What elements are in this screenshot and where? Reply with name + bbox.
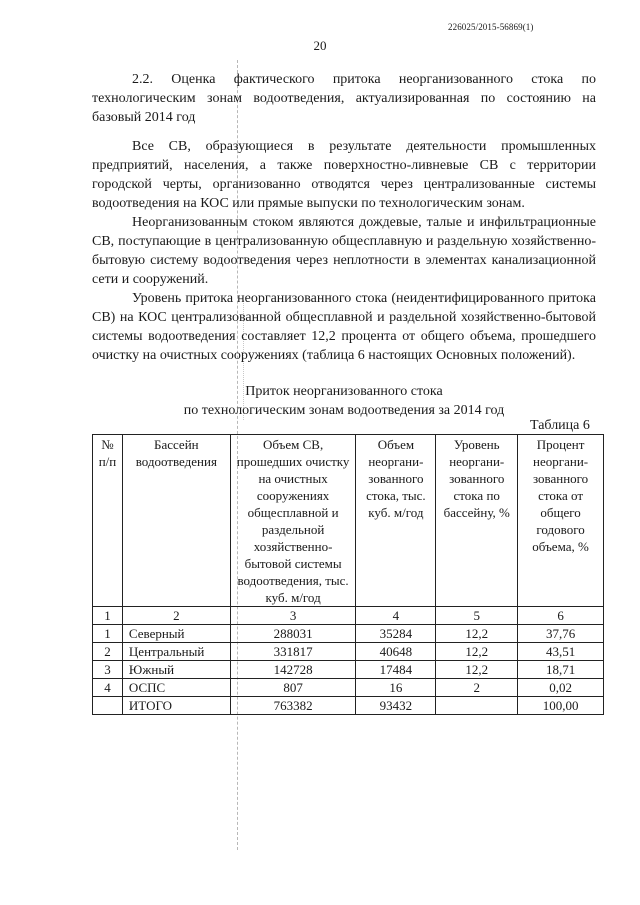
basin-level: 12,2 xyxy=(436,643,518,661)
row-number: 2 xyxy=(93,643,123,661)
header-treated-volume: Объем СВ, прошедших очистку на очистных сооружениях общесплавной и раздельной хозяйственно-бытовой системы водоотведения, тыс. куб. м/год xyxy=(230,435,356,607)
column-number: 2 xyxy=(122,607,230,625)
header-number: № п/п xyxy=(93,435,123,607)
table-row xyxy=(93,643,604,661)
basin-name: Центральный xyxy=(122,643,230,661)
basin-level: 2 xyxy=(436,679,518,697)
table-header-row xyxy=(93,435,604,607)
row-number xyxy=(93,697,123,715)
table-row xyxy=(93,661,604,679)
header-unorganized-volume: Объем неоргани-зованного стока, тыс. куб. м/год xyxy=(356,435,436,607)
row-number: 3 xyxy=(93,661,123,679)
page-number: 20 xyxy=(313,38,327,53)
percent-total: 18,71 xyxy=(518,661,604,679)
table-column-number-row xyxy=(93,607,604,625)
body-paragraphs xyxy=(92,137,596,365)
table-label: Таблица 6 xyxy=(530,418,590,433)
basin-name: Северный xyxy=(122,625,230,643)
basin-name: ИТОГО xyxy=(122,697,230,715)
inflow-table xyxy=(92,434,604,715)
header-percent-total: Процент неоргани-зованного стока от общего годового объема, % xyxy=(518,435,604,607)
table-caption-line-1: Приток неорганизованного стока xyxy=(245,384,443,399)
paragraph-2: Неорганизованным стоком являются дождевые, талые и инфильтрационные СВ, поступающие в централизованную общесплавную и раздельную хозяйственно-бытовую систему водоотведения через неплотности в элементах канализационной сети и сооружений. xyxy=(92,215,596,287)
treated-volume: 288031 xyxy=(230,625,356,643)
basin-level: 12,2 xyxy=(436,661,518,679)
unorganized-volume: 16 xyxy=(356,679,436,697)
table-row xyxy=(93,679,604,697)
section-heading xyxy=(92,70,596,127)
basin-name: ОСПС xyxy=(122,679,230,697)
paragraph-3: Уровень притока неорганизованного стока (неидентифицированного притока СВ) на КОС централизованной общесплавной и раздельной хозяйственно-бытовой системы водоотведения составляет 12,2 процента от общего объема, прошедшего очистку на очистных сооружениях (таблица 6 настоящих Основных положений). xyxy=(92,291,596,363)
percent-total: 0,02 xyxy=(518,679,604,697)
document-id: 226025/2015-56869(1) xyxy=(448,22,534,32)
section-heading-text: 2.2. Оценка фактического притока неорганизованного стока по технологическим зонам водоотведения, актуализированная по состоянию на базовый 2014 год xyxy=(92,72,596,125)
basin-name: Южный xyxy=(122,661,230,679)
percent-total: 43,51 xyxy=(518,643,604,661)
basin-level xyxy=(436,697,518,715)
table-caption xyxy=(92,382,596,420)
table-row xyxy=(93,625,604,643)
basin-level: 12,2 xyxy=(436,625,518,643)
percent-total: 37,76 xyxy=(518,625,604,643)
table-caption-line-2: по технологическим зонам водоотведения за 2014 год xyxy=(183,403,505,418)
row-number: 4 xyxy=(93,679,123,697)
unorganized-volume: 40648 xyxy=(356,643,436,661)
column-number: 4 xyxy=(356,607,436,625)
column-number: 3 xyxy=(230,607,356,625)
table-total-row xyxy=(93,697,604,715)
column-number: 6 xyxy=(518,607,604,625)
paragraph-1: Все СВ, образующиеся в результате деятельности промышленных предприятий, населения, а также поверхностно-ливневые СВ с территории городской черты, организованно отводятся через централизованные системы водоотведения на КОС или прямые выпуски по технологическим зонам. xyxy=(92,139,596,211)
treated-volume: 331817 xyxy=(230,643,356,661)
treated-volume: 763382 xyxy=(230,697,356,715)
column-number: 5 xyxy=(436,607,518,625)
row-number: 1 xyxy=(93,625,123,643)
unorganized-volume: 35284 xyxy=(356,625,436,643)
column-number: 1 xyxy=(93,607,123,625)
unorganized-volume: 17484 xyxy=(356,661,436,679)
percent-total: 100,00 xyxy=(518,697,604,715)
treated-volume: 807 xyxy=(230,679,356,697)
treated-volume: 142728 xyxy=(230,661,356,679)
header-basin-level: Уровень неоргани-зованного стока по бассейну, % xyxy=(436,435,518,607)
unorganized-volume: 93432 xyxy=(356,697,436,715)
header-basin: Бассейн водоотведения xyxy=(122,435,230,607)
